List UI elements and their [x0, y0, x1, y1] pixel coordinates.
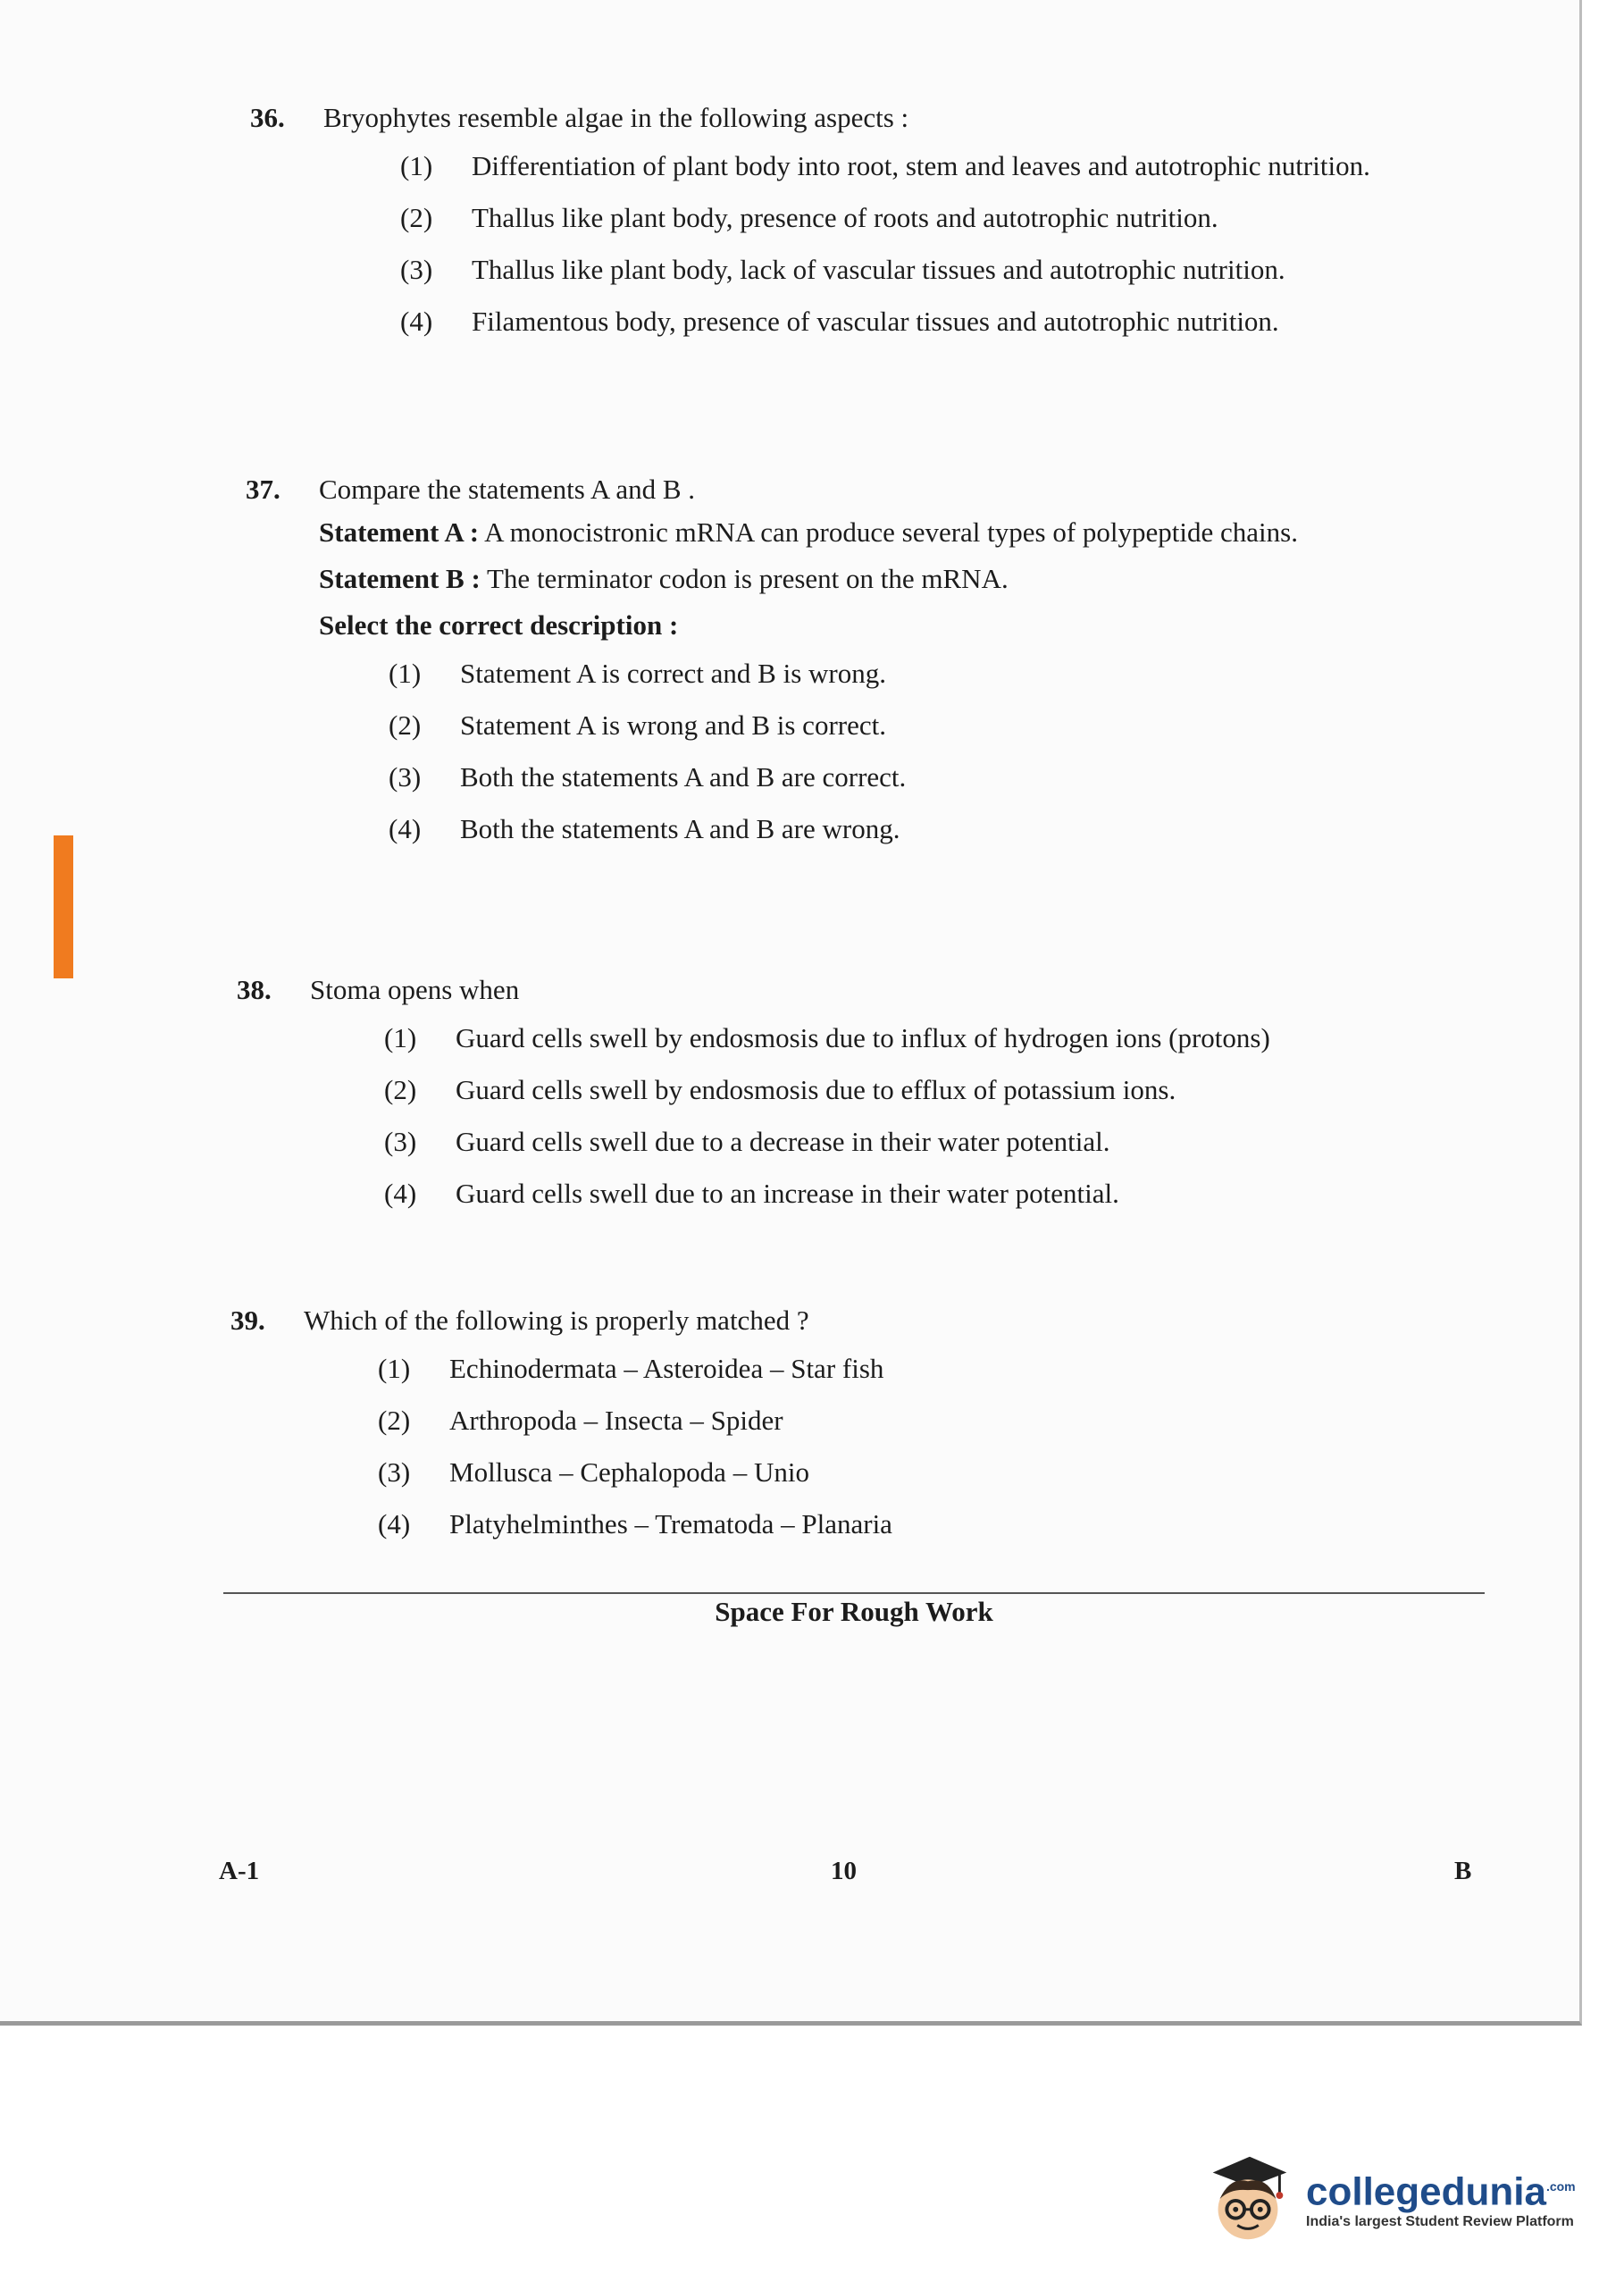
option-list — [384, 1020, 1487, 1212]
option: (3) Thallus like plant body, lack of vascular tissues and autotrophic nutrition. — [400, 254, 1285, 285]
question-text: Compare the statements A and B . — [319, 474, 696, 505]
footer-code: A-1 — [219, 1857, 260, 1885]
select-instruction: Select the correct description : — [319, 609, 679, 641]
option: (3) Both the statements A and B are correct. — [389, 761, 907, 793]
footer-series: B — [1454, 1857, 1472, 1885]
question-38 — [237, 972, 1487, 1228]
option: (1) Statement A is correct and B is wrong. — [389, 658, 886, 689]
question-number: 37. — [246, 474, 280, 505]
option: (4) Guard cells swell due to an increase in their water potential. — [384, 1178, 1119, 1209]
student-mascot-icon — [1195, 2144, 1301, 2250]
option: (1) Guard cells swell by endosmosis due to influx of hydrogen ions (protons) — [384, 1022, 1270, 1053]
brand-name: collegedunia$^{.com}$ — [1306, 2169, 1576, 2214]
statement-b: Statement B : The terminator codon is present on the mRNA. — [319, 563, 1009, 594]
option-list — [378, 1351, 1481, 1542]
option: (4) Platyhelminthes – Trematoda – Planaria — [378, 1508, 892, 1540]
statement-a: Statement A : A monocistronic mRNA can produce several types of polypeptide chains. — [319, 516, 1298, 548]
option: (1) Echinodermata – Asteroidea – Star fish — [378, 1353, 884, 1384]
option: (2) Thallus like plant body, presence of roots and autotrophic nutrition. — [400, 202, 1218, 233]
option-list — [389, 656, 1496, 847]
option: (3) Guard cells swell due to a decrease in their water potential. — [384, 1126, 1110, 1157]
question-number: 38. — [237, 974, 272, 1005]
question-text: Which of the following is properly matched ? — [304, 1305, 809, 1336]
question-text: Bryophytes resemble algae in the following aspects : — [323, 102, 909, 133]
option: (1) Differentiation of plant body into root, stem and leaves and autotrophic nutrition. — [400, 150, 1370, 181]
option-list — [400, 148, 1505, 340]
option: (2) Arthropoda – Insecta – Spider — [378, 1405, 783, 1436]
rough-work-label: Space For Rough Work — [715, 1596, 993, 1627]
option: (3) Mollusca – Cephalopoda – Unio — [378, 1456, 809, 1488]
side-color-mark — [54, 835, 73, 978]
option: (2) Guard cells swell by endosmosis due to efflux of potassium ions. — [384, 1074, 1176, 1105]
question-number: 39. — [230, 1305, 265, 1336]
option: (4) Both the statements A and B are wrong. — [389, 813, 900, 844]
option: (2) Statement A is wrong and B is correct. — [389, 709, 886, 741]
divider-line — [223, 1592, 1485, 1594]
question-text: Stoma opens when — [310, 974, 520, 1005]
question-number: 36. — [250, 102, 285, 133]
brand-watermark — [1195, 2144, 1576, 2250]
option: (4) Filamentous body, presence of vascular tissues and autotrophic nutrition. — [400, 306, 1279, 337]
page-number: 10 — [831, 1857, 857, 1885]
brand-tagline: India's largest Student Review Platform — [1306, 2214, 1574, 2230]
question-37 — [246, 472, 1496, 863]
question-36 — [250, 100, 1505, 356]
question-39 — [230, 1303, 1481, 1558]
